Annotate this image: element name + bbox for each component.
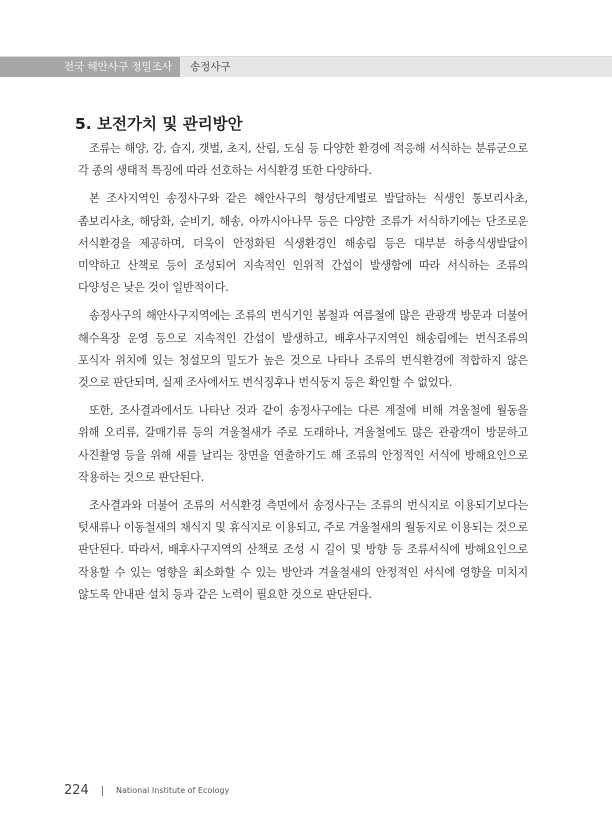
footer-divider bbox=[102, 786, 103, 796]
footer-institute: National Institute of Ecology bbox=[116, 786, 230, 795]
paragraph-4: 또한, 조사결과에서도 나타난 것과 같이 송정사구에는 다른 계절에 비해 겨울철에 월동을 위해 오리류, 갈매기류 등의 겨울철새가 주로 도래하나, 겨울철에도 많은 관광객이 방문하고 사진촬영 등을 위해 새를 날리는 장면을 연출하기도 해 조류의 안정적인 서식에 방해요인으로 작용하는 것으로 판단된다. bbox=[78, 404, 528, 484]
section-heading: 5. 보전가치 및 관리방안 bbox=[75, 115, 243, 133]
paragraph-2: 본 조사지역인 송정사구와 같은 해안사구의 형성단계별로 발달하는 식생인 통보리사초, 좀보리사초, 해당화, 순비기, 해송, 아까시아나무 등은 다양한 조류가 서식하기에는 단조로운 서식환경을 제공하며, 더욱이 안정화된 식생환경인 해송림 등은 대부분 하층식생발달이 미약하고 산책로 등이 조성되어 지속적인 인위적 간섭이 발생함에 따라 서식하는 조류의 다양성은 낮은 것이 일반적이다. bbox=[78, 192, 528, 295]
paragraph-3: 송정사구의 해안사구지역에는 조류의 번식기인 봄철과 여름철에 많은 관광객 방문과 더불어 해수욕장 운영 등으로 지속적인 간섭이 발생하고, 배후사구지역인 해송림에는 번식조류의 포식자 위치에 있는 청설모의 밀도가 높은 것으로 나타나 조류의 번식환경에 적합하지 않은 것으로 판단되며, 실제 조사에서도 번식징후나 번식둥지 등은 확인할 수 없었다. bbox=[78, 309, 528, 390]
running-header-site-name: 송정사구 bbox=[190, 61, 231, 73]
page-footer bbox=[64, 780, 229, 798]
body-text bbox=[78, 138, 528, 612]
page-number: 224 bbox=[64, 783, 89, 798]
paragraph-1: 조류는 해양, 강, 습지, 갯벌, 초지, 산림, 도심 등 다양한 환경에 적응해 서식하는 분류군으로 각 종의 생태적 특징에 따라 선호하는 서식환경 또한 다양하다. bbox=[78, 142, 528, 178]
paragraph-5: 조사결과와 더불어 조류의 서식환경 측면에서 송정사구는 조류의 번식지로 이용되기보다는 텃새류나 이동철새의 채식지 및 휴식지로 이용되고, 주로 겨울철새의 월동지로 이용되는 것으로 판단된다. 따라서, 배후사구지역의 산책로 조성 시 길이 및 방향 등 조류서식에 방해요인으로 작용할 수 있는 영향을 최소화할 수 있는 방안과 겨울철새의 안정적인 서식에 영향을 미치지 않도록 안내판 설치 등과 같은 노력이 필요한 것으로 판단된다. bbox=[78, 499, 528, 601]
running-header-series-title: 전국 해안사구 정밀조사 bbox=[0, 57, 180, 77]
